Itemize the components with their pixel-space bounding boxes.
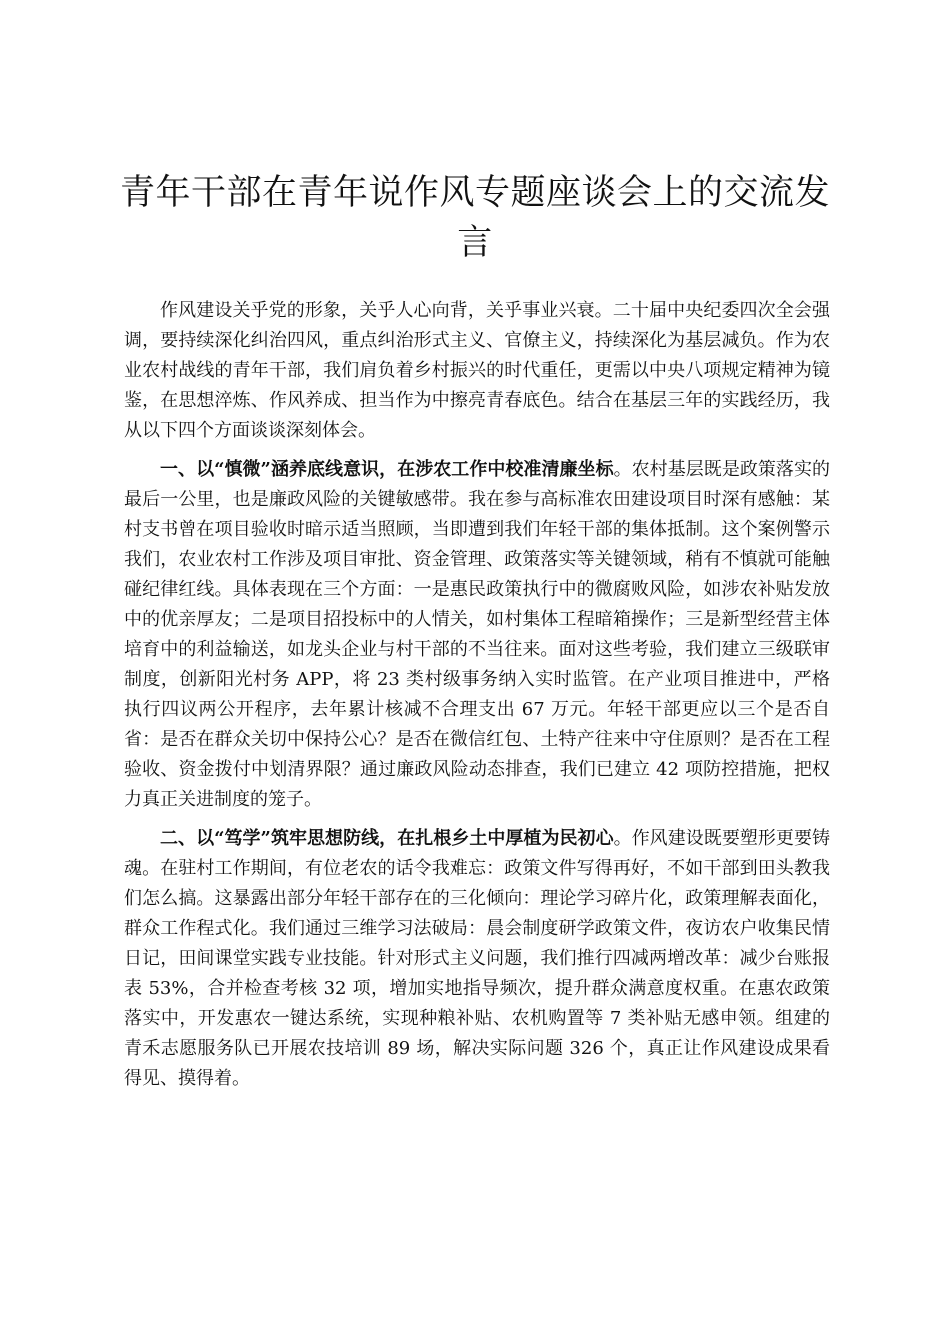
paragraph-section-1 [124,455,830,815]
paragraph-section-2 [124,824,830,1094]
document-body [124,296,830,1103]
paragraph-text: 。作风建设既要塑形更要铸魂。在驻村工作期间，有位老农的话令我难忘：政策文件写得再好，不如干部到田头教我们怎么搞。这暴露出部分年轻干部存在的三化倾向：理论学习碎片化，政策理解表面化，群众工作程式化。我们通过三维学习法破局：晨会制度研学政策文件，夜访农户收集民情日记，田间课堂实践专业技能。针对形式主义问题，我们推行四减两增改革：减少台账报表 53%，合并检查考核 32 项，增加实地指导频次，提升群众满意度权重。在惠农政策落实中，开发惠农一键达系统，实现种粮补贴、农机购置等 7 类补贴无感申领。组建的青禾志愿服务队已开展农技培训 89 场，解决实际问题 326 个，真正让作风建设成果看得见、摸得着。 [124,828,830,1089]
document-title: 青年干部在青年说作风专题座谈会上的交流发言 [119,173,830,263]
paragraph-text: 。农村基层既是政策落实的最后一公里，也是廉政风险的关键敏感带。我在参与高标准农田建设项目时深有感触：某村支书曾在项目验收时暗示适当照顾，当即遭到我们年轻干部的集体抵制。这个案例警示我们，农业农村工作涉及项目审批、资金管理、政策落实等关键领域，稍有不慎就可能触碰纪律红线。具体表现在三个方面：一是惠民政策执行中的微腐败风险，如涉农补贴发放中的优亲厚友；二是项目招投标中的人情关，如村集体工程暗箱操作；三是新型经营主体培育中的利益输送，如龙头企业与村干部的不当往来。面对这些考验，我们建立三级联审制度，创新阳光村务 APP，将 23 类村级事务纳入实时监管。在产业项目推进中，严格执行四议两公开程序，去年累计核减不合理支出 67 万元。年轻干部更应以三个是否自省：是否在群众关切中保持公心？是否在微信红包、土特产往来中守住原则？是否在工程验收、资金拨付中划清界限？通过廉政风险动态排查，我们已建立 42 项防控措施，把权力真正关进制度的笼子。 [124,459,830,810]
paragraph-text: 作风建设关乎党的形象，关乎人心向背，关乎事业兴衰。二十届中央纪委四次全会强调，要持续深化纠治四风，重点纠治形式主义、官僚主义，持续深化为基层减负。作为农业农村战线的青年干部，我们肩负着乡村振兴的时代重任，更需以中央八项规定精神为镜鉴，在思想淬炼、作风养成、担当作为中擦亮青春底色。结合在基层三年的实践经历，我从以下四个方面谈谈深刻体会。 [124,300,830,441]
section-heading: 二、以“笃学”筑牢思想防线，在扎根乡土中厚植为民初心 [160,828,614,849]
paragraph-intro [124,296,830,446]
section-heading: 一、以“慎微”涵养底线意识，在涉农工作中校准清廉坐标 [160,459,614,480]
